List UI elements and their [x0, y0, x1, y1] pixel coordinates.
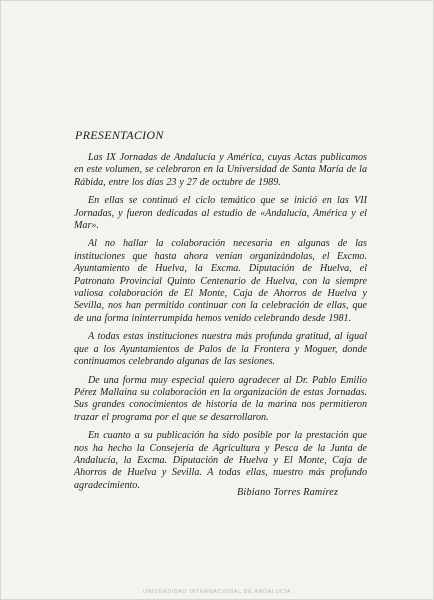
document-body — [74, 152, 367, 498]
paragraph-2: En ellas se continuó el ciclo temático que se inició en las VII Jornadas, y fueron dedicadas al estudio de «Andalucía, América y el Mar». — [74, 195, 367, 232]
paragraph-6: En cuanto a su publicación ha sido posible por la prestación que nos ha hecho la Consejería de Agricultura y Pesca de la Junta de Andalucía, la Excma. Diputación de Huelva y El Monte, Caja de Ahorros de Huelva y Sevilla. A todas ellas, nuestro más profundo agradecimiento. — [74, 430, 367, 491]
paragraph-1: Las IX Jornadas de Andalucía y América, cuyas Actas publicamos en este volumen, se celebraron en la Universidad de Santa María de la Rábida, entre los días 23 y 27 de octubre de 1989. — [74, 152, 367, 188]
footer-watermark: UNIVERSIDAD INTERNACIONAL DE ANDALUCIA — [142, 589, 292, 595]
page-title: PRESENTACION — [75, 128, 164, 142]
paragraph-3: Al no hallar la colaboración necesaria en algunas de las instituciones que hasta ahora venían organizándolas, el Excmo. Ayuntamiento de Huelva, la Excma. Diputación de Huelva, el Patronato Provincial Quinto Centenario de Huelva, con la siempre valiosa colaboración de El Monte, Caja de Ahorros de Huelva y Sevilla, nos han permitido continuar con la celebración de ellas, que de una forma ininterrumpida hemos venido celebrando desde 1981. — [74, 238, 367, 324]
paragraph-5: De una forma muy especial quiero agradecer al Dr. Pablo Emilio Pérez Mallaina su colaboración en la organización de estas Jornadas. Sus grandes conocimientos de historia de la marina nos permitieron trazar el programa por el que se desarrollaron. — [74, 374, 367, 423]
paragraph-4: A todas estas instituciones nuestra más profunda gratitud, al igual que a los Ayuntamientos de Palos de la Frontera y Moguer, donde continuamos celebrando algunas de las sesiones. — [74, 331, 367, 368]
author-signature: Bibiano Torres Ramírez — [237, 487, 339, 498]
